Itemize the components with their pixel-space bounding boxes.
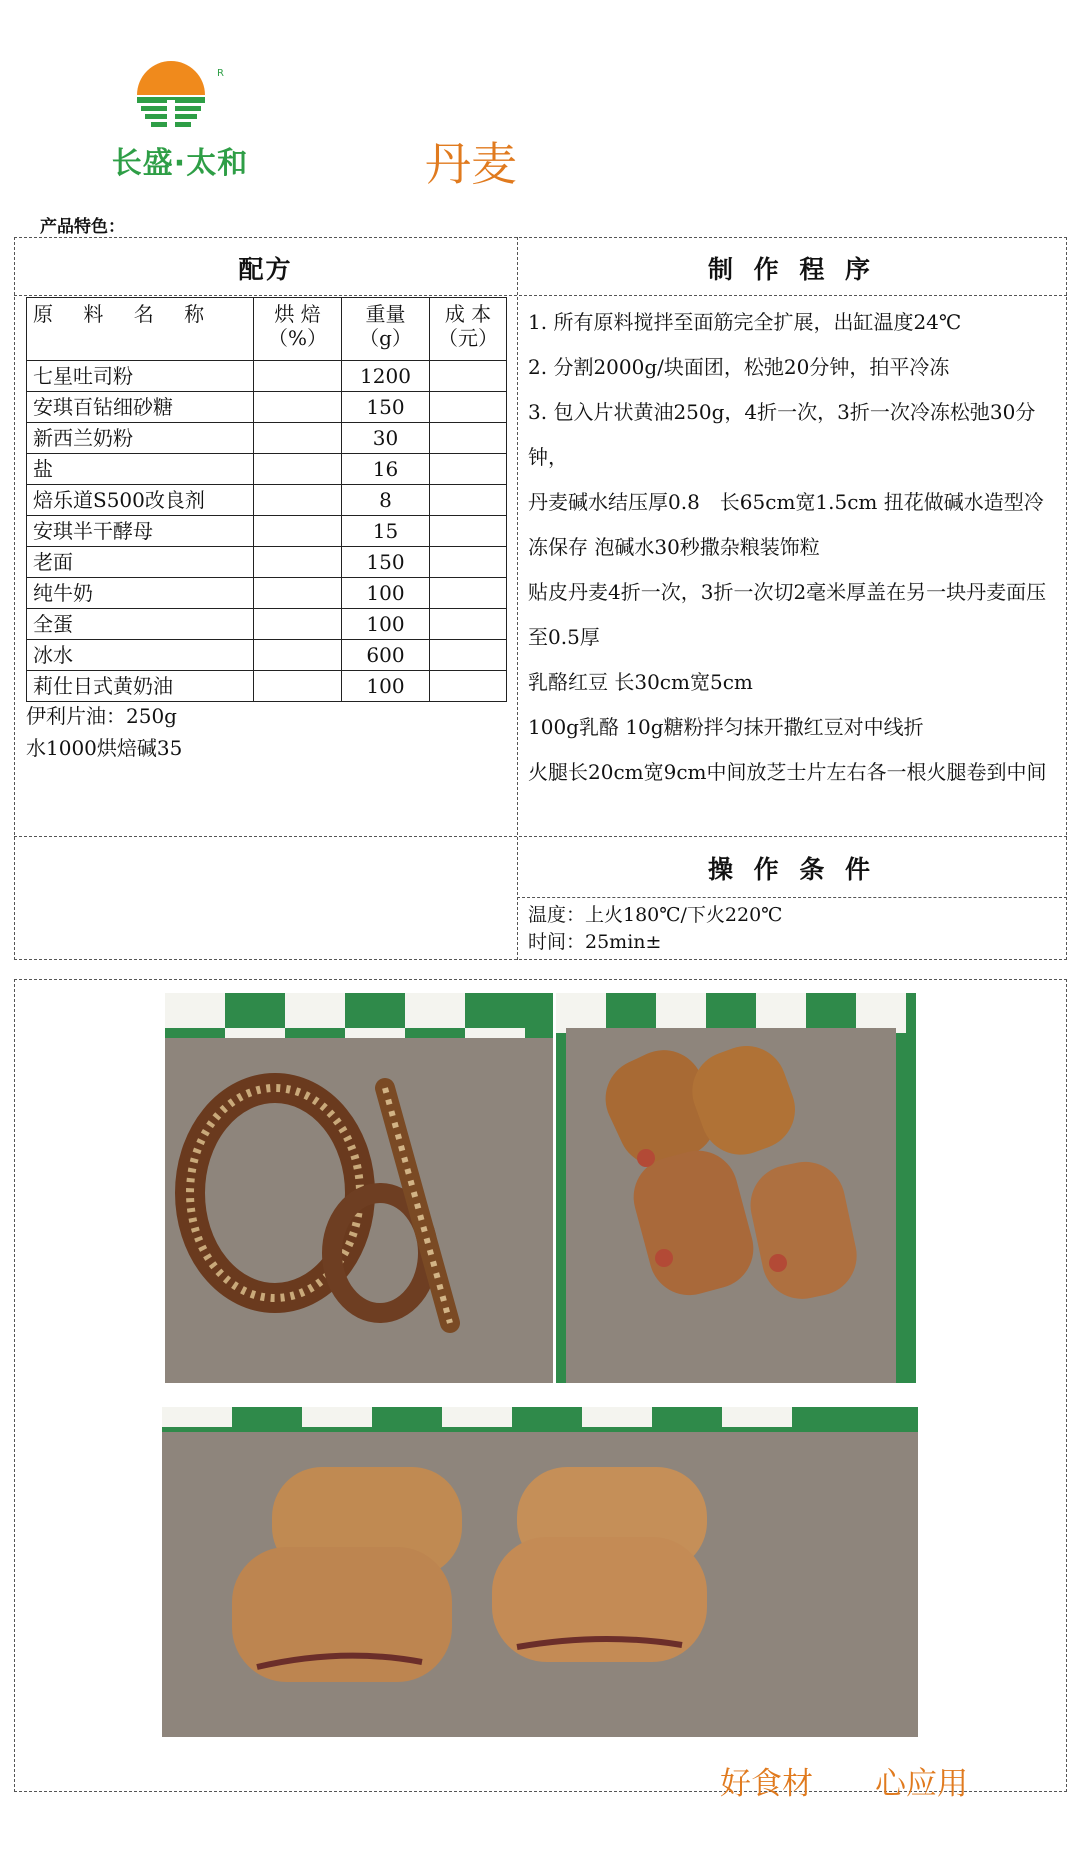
- ingredient-weight: 150: [342, 547, 430, 578]
- ingredient-cost: [430, 423, 507, 454]
- ingredient-cost: [430, 547, 507, 578]
- baker-percent: [254, 423, 342, 454]
- ingredient-name: 全蛋: [27, 609, 254, 640]
- registered-mark: R: [217, 68, 224, 79]
- baker-percent: [254, 516, 342, 547]
- header-weight: 重量 （g）: [342, 298, 430, 361]
- header-cost: 成 本 （元）: [430, 298, 507, 361]
- ingredient-name: 莉仕日式黄奶油: [27, 671, 254, 702]
- brand-name: 长盛·太和: [111, 146, 249, 181]
- table-row: [27, 609, 507, 640]
- red-bean-danish-photo: [162, 1407, 918, 1737]
- table-row: [27, 516, 507, 547]
- procedure-step: 乳酪红豆 长30cm宽5cm: [528, 670, 753, 694]
- baker-percent: [254, 361, 342, 392]
- table-row: [27, 392, 507, 423]
- ingredient-name: 焙乐道S500改良剂: [27, 485, 254, 516]
- ingredient-name: 新西兰奶粉: [27, 423, 254, 454]
- ingredient-cost: [430, 671, 507, 702]
- formula-heading: 配方: [238, 255, 293, 284]
- ingredient-name: 安琪半干酵母: [27, 516, 254, 547]
- pretzel-photo: [165, 993, 553, 1383]
- ingredient-cost: [430, 516, 507, 547]
- brand-logo: [95, 60, 265, 190]
- sun-logo-icon: [95, 60, 265, 140]
- ingredient-cost: [430, 392, 507, 423]
- baking-temperature: 温度：上火180℃/下火220℃: [528, 904, 783, 926]
- lye-water-note: 水1000烘焙碱35: [26, 736, 183, 760]
- frame-divider-header: [14, 295, 1067, 296]
- ingredient-name: 盐: [27, 454, 254, 485]
- ingredient-name: 七星吐司粉: [27, 361, 254, 392]
- baker-percent: [254, 609, 342, 640]
- ingredient-name: 纯牛奶: [27, 578, 254, 609]
- ingredient-name: 冰水: [27, 640, 254, 671]
- table-row: [27, 671, 507, 702]
- ham-roll-photo: [556, 993, 916, 1383]
- slogan: 好食材 心应用: [720, 1766, 968, 1802]
- baker-percent: [254, 578, 342, 609]
- table-row: [27, 640, 507, 671]
- ingredient-weight: 100: [342, 671, 430, 702]
- ingredient-table: [26, 297, 507, 702]
- procedure-step: 2. 分割2000g/块面团，松弛20分钟，拍平冷冻: [528, 355, 950, 379]
- page-title: 丹麦: [425, 137, 517, 191]
- baker-percent: [254, 485, 342, 516]
- ingredient-cost: [430, 578, 507, 609]
- ingredient-weight: 30: [342, 423, 430, 454]
- procedure-step: 1. 所有原料搅拌至面筋完全扩展，出缸温度24℃: [528, 310, 962, 334]
- conditions-heading: 操 作 条 件: [707, 855, 877, 884]
- header-ingredient-name: 原 料 名 称: [27, 298, 254, 361]
- product-features-label: 产品特色：: [40, 217, 125, 237]
- table-row: [27, 454, 507, 485]
- procedure-heading: 制 作 程 序: [707, 255, 877, 284]
- ingredient-cost: [430, 485, 507, 516]
- baker-percent: [254, 454, 342, 485]
- procedure-step: 丹麦碱水结压厚0.8 长65cm宽1.5cm 扭花做碱水造型冷冻保存 泡碱水30秒撒杂粮装饰粒: [528, 490, 1044, 559]
- ingredient-weight: 16: [342, 454, 430, 485]
- table-row: [27, 485, 507, 516]
- table-row: [27, 547, 507, 578]
- ingredient-cost: [430, 454, 507, 485]
- ingredient-cost: [430, 640, 507, 671]
- lamination-fat-note: 伊利片油：250g: [26, 704, 177, 728]
- ingredient-weight: 600: [342, 640, 430, 671]
- procedure-step: 火腿长20cm宽9cm中间放芝士片左右各一根火腿卷到中间: [528, 760, 1047, 784]
- table-row: [27, 361, 507, 392]
- procedure-step: 贴皮丹麦4折一次，3折一次切2毫米厚盖在另一块丹麦面压至0.5厚: [528, 580, 1047, 649]
- ingredient-cost: [430, 361, 507, 392]
- baker-percent: [254, 671, 342, 702]
- baking-time: 时间：25min±: [528, 931, 662, 953]
- table-row: [27, 578, 507, 609]
- table-row: [27, 423, 507, 454]
- ingredient-weight: 15: [342, 516, 430, 547]
- frame-divider-conditions-header: [517, 897, 1067, 898]
- ingredient-name: 安琪百钻细砂糖: [27, 392, 254, 423]
- baker-percent: [254, 547, 342, 578]
- baker-percent: [254, 640, 342, 671]
- ingredient-cost: [430, 609, 507, 640]
- frame-divider-conditions: [14, 836, 1067, 837]
- ingredient-weight: 100: [342, 609, 430, 640]
- procedure-step: 100g乳酪 10g糖粉拌匀抹开撒红豆对中线折: [528, 715, 924, 739]
- ingredient-weight: 1200: [342, 361, 430, 392]
- ingredient-weight: 150: [342, 392, 430, 423]
- table-header-row: [27, 298, 507, 361]
- procedure-step: 3. 包入片状黄油250g，4折一次，3折一次冷冻松弛30分钟，: [528, 400, 1036, 469]
- header-baker-percent: 烘 焙 （%）: [254, 298, 342, 361]
- ingredient-weight: 100: [342, 578, 430, 609]
- ingredient-weight: 8: [342, 485, 430, 516]
- baker-percent: [254, 392, 342, 423]
- ingredient-name: 老面: [27, 547, 254, 578]
